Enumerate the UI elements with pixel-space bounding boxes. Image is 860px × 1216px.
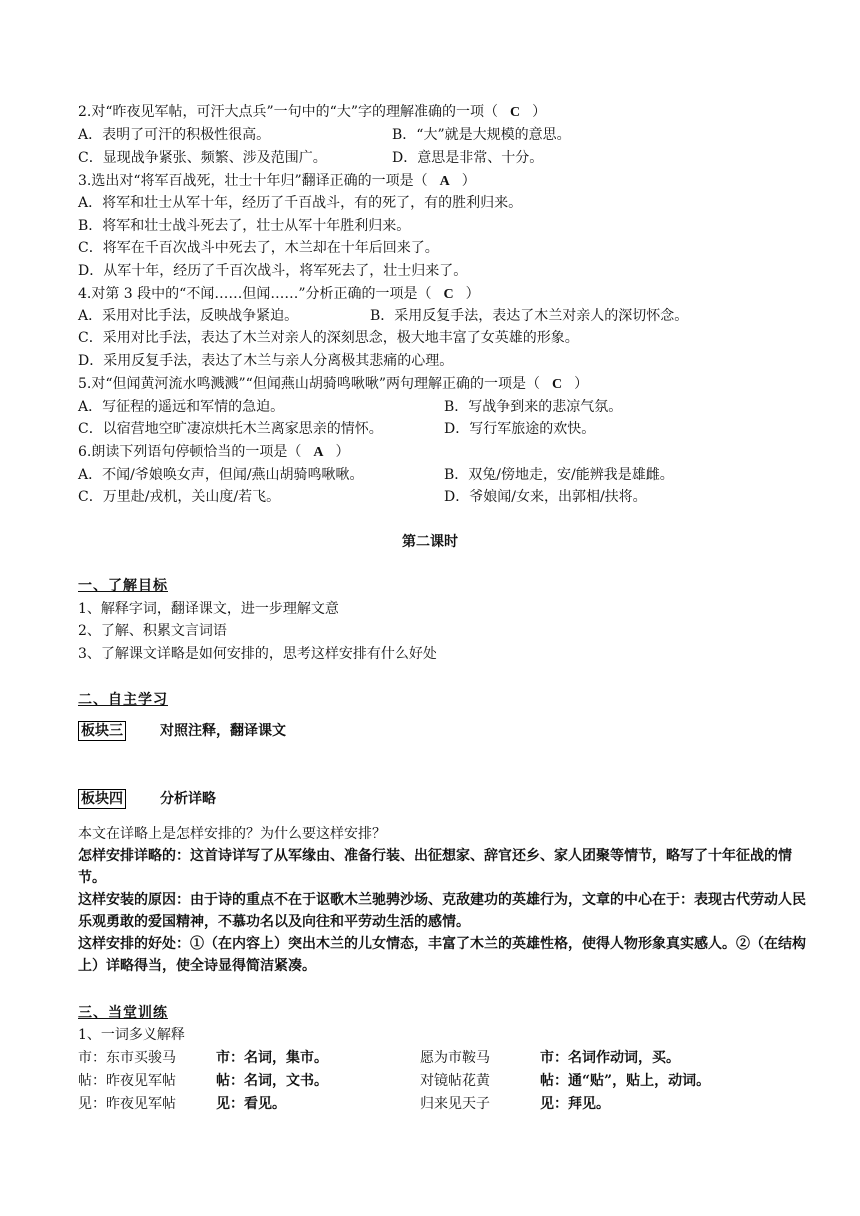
q2-stem: 2.对“昨夜见军帖，可汗大点兵”一句中的“大”字的理解准确的一项（ C ） [78,104,547,120]
section2-heading: 二、自主学习 [78,692,168,708]
row3-word: 见：昨夜见军帖 [78,1096,176,1112]
section3-sub: 1、一词多义解释 [78,1027,185,1043]
q3-option-a: A．将军和壮士从军十年，经历了千百战斗，有的死了，有的胜利归来。 [78,195,523,211]
row1-meaning: 市：名词，集市。 [216,1050,328,1066]
goal-item-1: 1、解释字词，翻译课文，进一步理解文意 [78,601,339,617]
block3-row [78,721,286,741]
q4-option-c: C．采用对比手法，表达了木兰对亲人的深刻思念，极大地丰富了女英雄的形象。 [78,330,579,346]
q3-option-b: B．将军和壮士战斗死去了，壮士从军十年胜利归来。 [78,218,411,234]
q2-option-c: C．显现战争紧张、频繁、涉及范围广。 [78,150,327,166]
q5-option-b: B．写战争到来的悲凉气氛。 [444,399,623,415]
row2-meaning2: 帖：通“贴”，贴上，动词。 [540,1073,711,1089]
row1-word: 市：东市买骏马 [78,1050,176,1066]
q4-option-d: D．采用反复手法，表达了木兰与亲人分离极其悲痛的心理。 [78,353,454,369]
q5-option-c: C．以宿营地空旷凄凉烘托木兰离家思亲的情怀。 [78,421,383,437]
q5-option-d: D．写行军旅途的欢快。 [444,421,596,437]
q2-option-b: B．“大”就是大规模的意思。 [392,127,571,143]
q6-option-b: B．双兔/傍地走，安/能辨我是雄雌。 [444,467,674,483]
q2-option-a: A．表明了可汗的积极性很高。 [78,127,271,143]
q6-option-d: D．爷娘闻/女来，出郭相/扶将。 [444,489,647,505]
q2-option-d: D．意思是非常、十分。 [392,150,544,166]
q3-stem: 3.选出对“将军百战死，壮士十年归”翻译正确的一项是（ A ） [78,173,476,189]
q4-option-a: A．采用对比手法，反映战争紧迫。 [78,308,299,324]
analysis-how: 怎样安排详略的：这首诗详写了从军缘由、准备行装、出征想家、辞官还乡、家人团聚等情节，略写了十年征战的情节。 [78,848,792,886]
row2-word: 帖：昨夜见军帖 [78,1073,176,1089]
q3-option-d: D．从军十年，经历了千百次战斗，将军死去了，壮士归来了。 [78,263,468,279]
section3-heading: 三、当堂训练 [78,1005,168,1021]
q6-stem: 6.朗读下列语句停顿恰当的一项是（ A ） [78,444,350,460]
analysis-benefit: 这样安排的好处：①（在内容上）突出木兰的儿女情态，丰富了木兰的英雄性格，使得人物形象真实感人。②（在结构上）详略得当，使全诗显得简洁紧凑。 [78,936,806,974]
row3-meaning2: 见：拜见。 [540,1096,610,1112]
q5-stem: 5.对“但闻黄河流水鸣溅溅”“但闻燕山胡骑鸣啾啾”两句理解正确的一项是（ C ） [78,376,589,392]
row3-meaning: 见：看见。 [216,1096,286,1112]
q5-option-a: A．写征程的遥远和军情的急迫。 [78,399,285,415]
row2-word2: 对镜帖花黄 [420,1073,490,1089]
row2-meaning: 帖：名词，文书。 [216,1073,328,1089]
q6-option-c: C．万里赴/戎机，关山度/若飞。 [78,489,281,505]
block4-label: 板块四 [78,789,126,809]
analysis-reason: 这样安装的原因：由于诗的重点不在于讴歌木兰驰骋沙场、克敌建功的英雄行为，文章的中心在于：表现古代劳动人民乐观勇敢的爱国精神，不慕功名以及向往和平劳动生活的感情。 [78,892,806,930]
block4-row [78,789,216,809]
row1-word2: 愿为市鞍马 [420,1050,490,1066]
goal-item-3: 3、了解课文详略是如何安排的，思考这样安排有什么好处 [78,646,437,662]
q4-stem: 4.对第 3 段中的“不闻……但闻……”分析正确的一项是（ C ） [78,286,480,302]
q6-option-a: A．不闻/爷娘唤女声，但闻/燕山胡骑鸣啾啾。 [78,467,364,483]
row3-word2: 归来见天子 [420,1096,490,1112]
section1-heading: 一、了解目标 [78,578,168,594]
lesson-title: 第二课时 [402,534,458,550]
block3-title: 对照注释，翻译课文 [160,723,286,739]
row1-meaning2: 市：名词作动词，买。 [540,1050,680,1066]
block4-title: 分析详略 [160,791,216,807]
goal-item-2: 2、了解、积累文言词语 [78,623,227,639]
q4-option-b: B．采用反复手法，表达了木兰对亲人的深切怀念。 [370,308,689,324]
block3-label: 板块三 [78,721,126,741]
analysis-question: 本文在详略上是怎样安排的？为什么要这样安排？ [78,826,386,842]
q3-option-c: C．将军在千百次战斗中死去了，木兰却在十年后回来了。 [78,240,439,256]
